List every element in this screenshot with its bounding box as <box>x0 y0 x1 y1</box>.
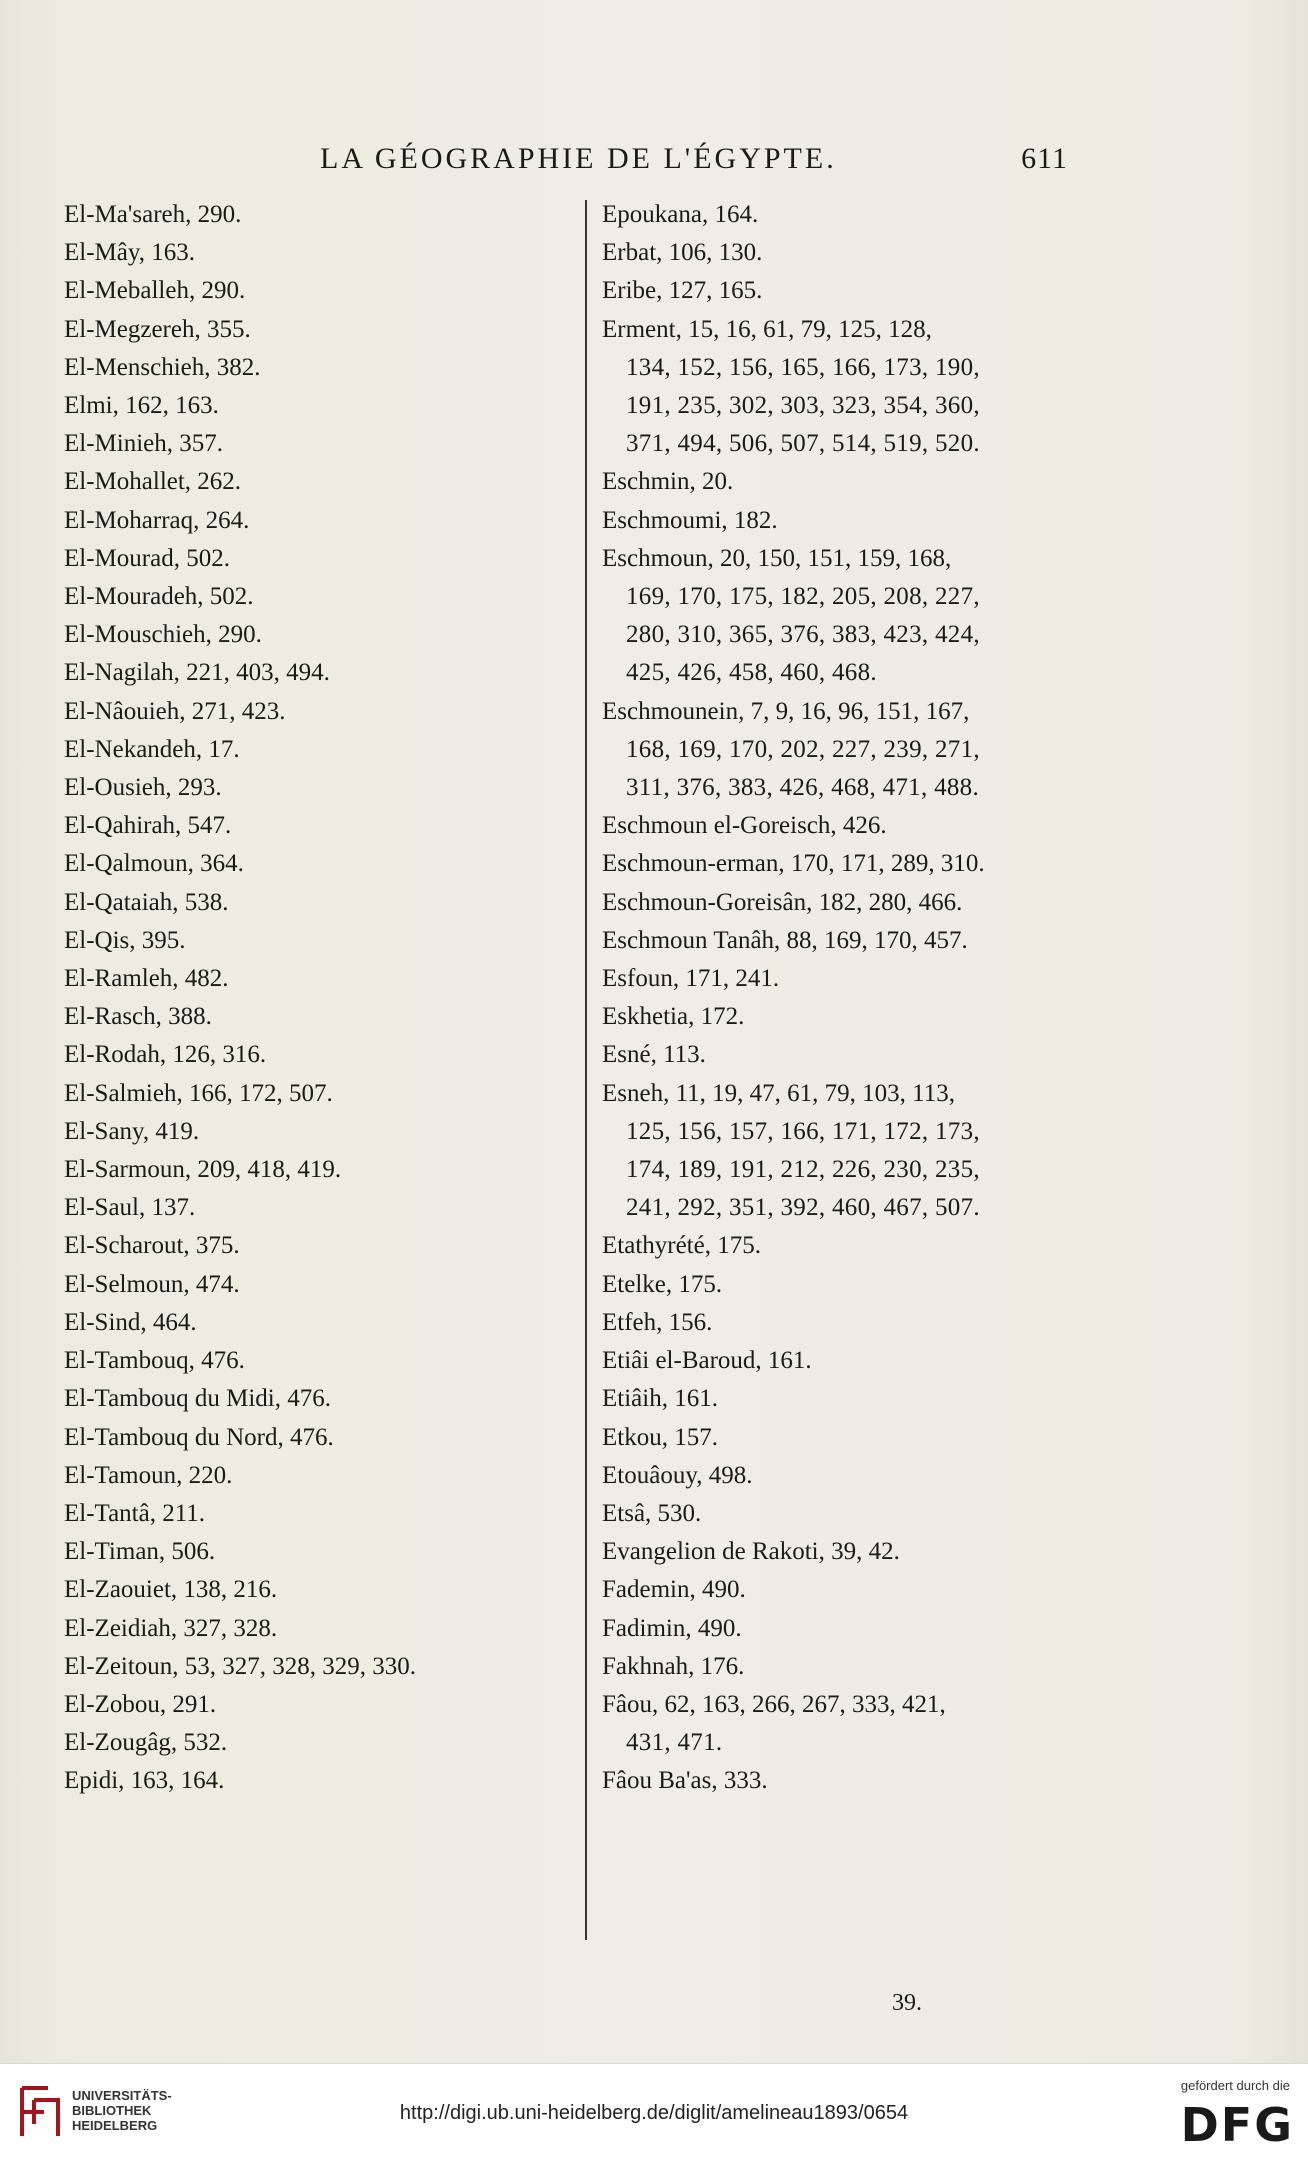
index-entry <box>64 1304 544 1342</box>
index-entry <box>602 1304 1072 1342</box>
entry-text: El-Menschieh, 382. <box>64 353 261 381</box>
index-entry <box>64 960 544 998</box>
index-entry <box>64 349 544 387</box>
index-entry <box>64 1533 544 1571</box>
entry-text: El-Meballeh, 290. <box>64 277 246 305</box>
entry-text: Erbat, 106, 130. <box>602 239 763 267</box>
footer-bar <box>0 2063 1308 2162</box>
entry-text: El-Timan, 506. <box>64 1538 216 1566</box>
index-entry <box>64 884 544 922</box>
entry-continuation: 168, 169, 170, 202, 227, 239, 271, <box>626 735 980 763</box>
index-entry <box>64 1036 544 1074</box>
index-entry <box>602 463 1072 501</box>
index-entry <box>64 1495 544 1533</box>
entry-text: Etiâi el-Baroud, 161. <box>602 1347 812 1375</box>
entry-text: El-Rasch, 388. <box>64 1003 212 1031</box>
entry-text: El-Sarmoun, 209, 418, 419. <box>64 1156 342 1184</box>
entry-text: Etouâouy, 498. <box>602 1461 753 1489</box>
index-entry <box>64 922 544 960</box>
index-entry <box>64 1113 544 1151</box>
index-entry <box>64 1189 544 1227</box>
page-number: 611 <box>1021 142 1068 175</box>
dfg-logo: DFG <box>1180 2098 1294 2152</box>
index-entry <box>64 540 544 578</box>
signature-mark: 39. <box>892 1990 922 2016</box>
entry-text: El-Sany, 419. <box>64 1117 200 1145</box>
index-entry <box>64 387 544 425</box>
index-entry <box>64 1571 544 1609</box>
entry-continuation: 134, 152, 156, 165, 166, 173, 190, <box>626 353 980 381</box>
index-entry <box>64 693 544 731</box>
index-entry <box>602 1227 1072 1265</box>
index-entry <box>64 1610 544 1648</box>
index-entry <box>602 1533 1072 1571</box>
index-entry <box>602 1419 1072 1457</box>
entry-text: Epidi, 163, 164. <box>64 1767 225 1795</box>
entry-text: El-Salmieh, 166, 172, 507. <box>64 1079 333 1107</box>
entry-text: El-Ousieh, 293. <box>64 774 222 802</box>
index-entry <box>602 540 1072 693</box>
entry-text: El-Tantâ, 211. <box>64 1499 206 1527</box>
entry-text: Eschmoun Tanâh, 88, 169, 170, 457. <box>602 926 968 954</box>
entry-text: Eschmoun-Goreisân, 182, 280, 466. <box>602 888 963 916</box>
entry-text: Fâou, 62, 163, 266, 267, 333, 421, <box>602 1690 946 1718</box>
entry-text: El-Mouschieh, 290. <box>64 621 262 649</box>
index-entry <box>602 1686 1072 1762</box>
entry-continuation: 169, 170, 175, 182, 205, 208, 227, <box>626 583 980 611</box>
entry-text: El-Moharraq, 264. <box>64 506 250 534</box>
entry-text: Eschmin, 20. <box>602 468 734 496</box>
index-entry <box>64 1686 544 1724</box>
index-entry <box>602 1075 1072 1228</box>
index-entry <box>64 845 544 883</box>
index-entry <box>64 1380 544 1418</box>
entry-text: Etathyrété, 175. <box>602 1232 761 1260</box>
entry-text: El-Qataiah, 538. <box>64 888 229 916</box>
entry-text: Fakhnah, 176. <box>602 1652 745 1680</box>
entry-text: Esné, 113. <box>602 1041 706 1069</box>
entry-continuation: 425, 426, 458, 460, 468. <box>626 659 877 687</box>
sponsor-caption: gefördert durch die <box>1180 2078 1290 2093</box>
index-entry <box>64 425 544 463</box>
entry-text: El-Zougâg, 532. <box>64 1729 228 1757</box>
index-entry <box>602 693 1072 808</box>
entry-text: Eschmoun, 20, 150, 151, 159, 168, <box>602 544 952 572</box>
index-entry <box>602 960 1072 998</box>
entry-text: El-Nagilah, 221, 403, 494. <box>64 659 330 687</box>
index-entry <box>64 502 544 540</box>
entry-text: El-Zaouiet, 138, 216. <box>64 1576 278 1604</box>
entry-continuation: 431, 471. <box>626 1729 723 1757</box>
index-entry <box>602 1266 1072 1304</box>
index-entry <box>64 1266 544 1304</box>
entry-text: El-Mohallet, 262. <box>64 468 242 496</box>
entry-text: El-Selmoun, 474. <box>64 1270 240 1298</box>
index-entry <box>602 1036 1072 1074</box>
index-entry <box>602 1342 1072 1380</box>
entry-text: El-Ma'sareh, 290. <box>64 201 242 228</box>
entry-text: El-Mây, 163. <box>64 239 195 267</box>
index-entry <box>602 1610 1072 1648</box>
entry-text: El-Zobou, 291. <box>64 1690 217 1718</box>
index-entry <box>64 1648 544 1686</box>
entry-text: El-Tamoun, 220. <box>64 1461 233 1489</box>
index-entry <box>602 1648 1072 1686</box>
index-entry <box>64 272 544 310</box>
entry-text: Erment, 15, 16, 61, 79, 125, 128, <box>602 315 932 343</box>
entry-text: Etsâ, 530. <box>602 1499 702 1527</box>
entry-text: Eribe, 127, 165. <box>602 277 763 305</box>
index-entry <box>602 807 1072 845</box>
index-entry <box>602 845 1072 883</box>
index-entry <box>64 234 544 272</box>
entry-text: Esneh, 11, 19, 47, 61, 79, 103, 113, <box>602 1079 955 1107</box>
index-entry <box>64 1151 544 1189</box>
running-header <box>100 142 1076 182</box>
entry-text: El-Rodah, 126, 316. <box>64 1041 267 1069</box>
index-entry <box>602 1762 1072 1800</box>
entry-text: El-Scharout, 375. <box>64 1232 240 1260</box>
index-entry <box>602 922 1072 960</box>
entry-text: El-Tambouq du Nord, 476. <box>64 1423 334 1451</box>
index-entry <box>64 1724 544 1762</box>
entry-text: Fadimin, 490. <box>602 1614 742 1642</box>
index-entry <box>64 578 544 616</box>
entry-text: Fâou Ba'as, 333. <box>602 1767 768 1795</box>
index-entry <box>602 998 1072 1036</box>
entry-text: El-Qahirah, 547. <box>64 812 232 840</box>
index-entry <box>602 196 1072 234</box>
entry-text: Eschmoumi, 182. <box>602 506 778 534</box>
entry-text: El-Tambouq du Midi, 476. <box>64 1385 331 1413</box>
index-entry <box>64 196 544 234</box>
entry-text: Etiâih, 161. <box>602 1385 718 1413</box>
entry-continuation: 280, 310, 365, 376, 383, 423, 424, <box>626 621 980 649</box>
index-entry <box>602 272 1072 310</box>
index-entry <box>602 884 1072 922</box>
entry-continuation: 174, 189, 191, 212, 226, 230, 235, <box>626 1156 980 1184</box>
entry-text: Etkou, 157. <box>602 1423 718 1451</box>
entry-text: Etfeh, 156. <box>602 1308 713 1336</box>
index-entry <box>64 769 544 807</box>
entry-continuation: 191, 235, 302, 303, 323, 354, 360, <box>626 392 980 420</box>
entry-text: Etelke, 175. <box>602 1270 723 1298</box>
index-entry <box>64 463 544 501</box>
index-entry <box>602 502 1072 540</box>
entry-text: El-Mourad, 502. <box>64 544 230 572</box>
column-divider <box>585 200 587 1940</box>
index-entry <box>64 1075 544 1113</box>
entry-continuation: 125, 156, 157, 166, 171, 172, 173, <box>626 1117 980 1145</box>
index-entry <box>602 1495 1072 1533</box>
index-entry <box>602 1380 1072 1418</box>
entry-text: El-Saul, 137. <box>64 1194 196 1222</box>
entry-text: El-Ramleh, 482. <box>64 965 229 993</box>
index-entry <box>64 1762 544 1800</box>
entry-text: Eschmoun el-Goreisch, 426. <box>602 812 887 840</box>
entry-text: Eschmoun-erman, 170, 171, 289, 310. <box>602 850 985 878</box>
entry-text: El-Qalmoun, 364. <box>64 850 244 878</box>
index-entry <box>64 616 544 654</box>
entry-continuation: 371, 494, 506, 507, 514, 519, 520. <box>626 430 980 458</box>
index-entry <box>64 1227 544 1265</box>
entry-text: El-Mouradeh, 502. <box>64 583 254 611</box>
index-entry <box>64 807 544 845</box>
index-entry <box>64 1419 544 1457</box>
index-entry <box>64 654 544 692</box>
index-entry <box>64 311 544 349</box>
index-entry <box>64 731 544 769</box>
index-entry <box>602 311 1072 464</box>
entry-text: Fademin, 490. <box>602 1576 746 1604</box>
entry-text: Elmi, 162, 163. <box>64 392 219 420</box>
entry-text: El-Nekandeh, 17. <box>64 735 240 763</box>
index-entry <box>602 1571 1072 1609</box>
entry-continuation: 241, 292, 351, 392, 460, 467, 507. <box>626 1194 980 1222</box>
entry-continuation: 311, 376, 383, 426, 468, 471, 488. <box>626 774 980 802</box>
entry-text: El-Sind, 464. <box>64 1308 197 1336</box>
entry-text: El-Tambouq, 476. <box>64 1347 245 1375</box>
entry-text: El-Minieh, 357. <box>64 430 224 458</box>
header-title: LA GÉOGRAPHIE DE L'ÉGYPTE. <box>320 142 837 175</box>
entry-text: El-Qis, 395. <box>64 926 186 954</box>
index-column-left <box>64 196 544 1801</box>
entry-text: El-Zeidiah, 327, 328. <box>64 1614 278 1642</box>
index-entry <box>64 998 544 1036</box>
institution-name: UNIVERSITÄTS- BIBLIOTHEK HEIDELBERG <box>72 2088 172 2133</box>
entry-text: Eskhetia, 172. <box>602 1003 745 1031</box>
entry-text: El-Zeitoun, 53, 327, 328, 329, 330. <box>64 1652 417 1680</box>
index-entry <box>602 234 1072 272</box>
index-entry <box>64 1342 544 1380</box>
entry-text: Evangelion de Rakoti, 39, 42. <box>602 1538 900 1566</box>
index-entry <box>602 1457 1072 1495</box>
permalink-url[interactable]: http://digi.ub.uni-heidelberg.de/diglit/amelineau1893/0654 <box>399 2102 909 2124</box>
entry-text: Epoukana, 164. <box>602 201 759 228</box>
entry-text: Esfoun, 171, 241. <box>602 965 780 993</box>
index-entry <box>64 1457 544 1495</box>
entry-text: Eschmounein, 7, 9, 16, 96, 151, 167, <box>602 697 970 725</box>
index-column-right <box>602 196 1072 1801</box>
entry-text: El-Megzereh, 355. <box>64 315 251 343</box>
entry-text: El-Nâouieh, 271, 423. <box>64 697 286 725</box>
